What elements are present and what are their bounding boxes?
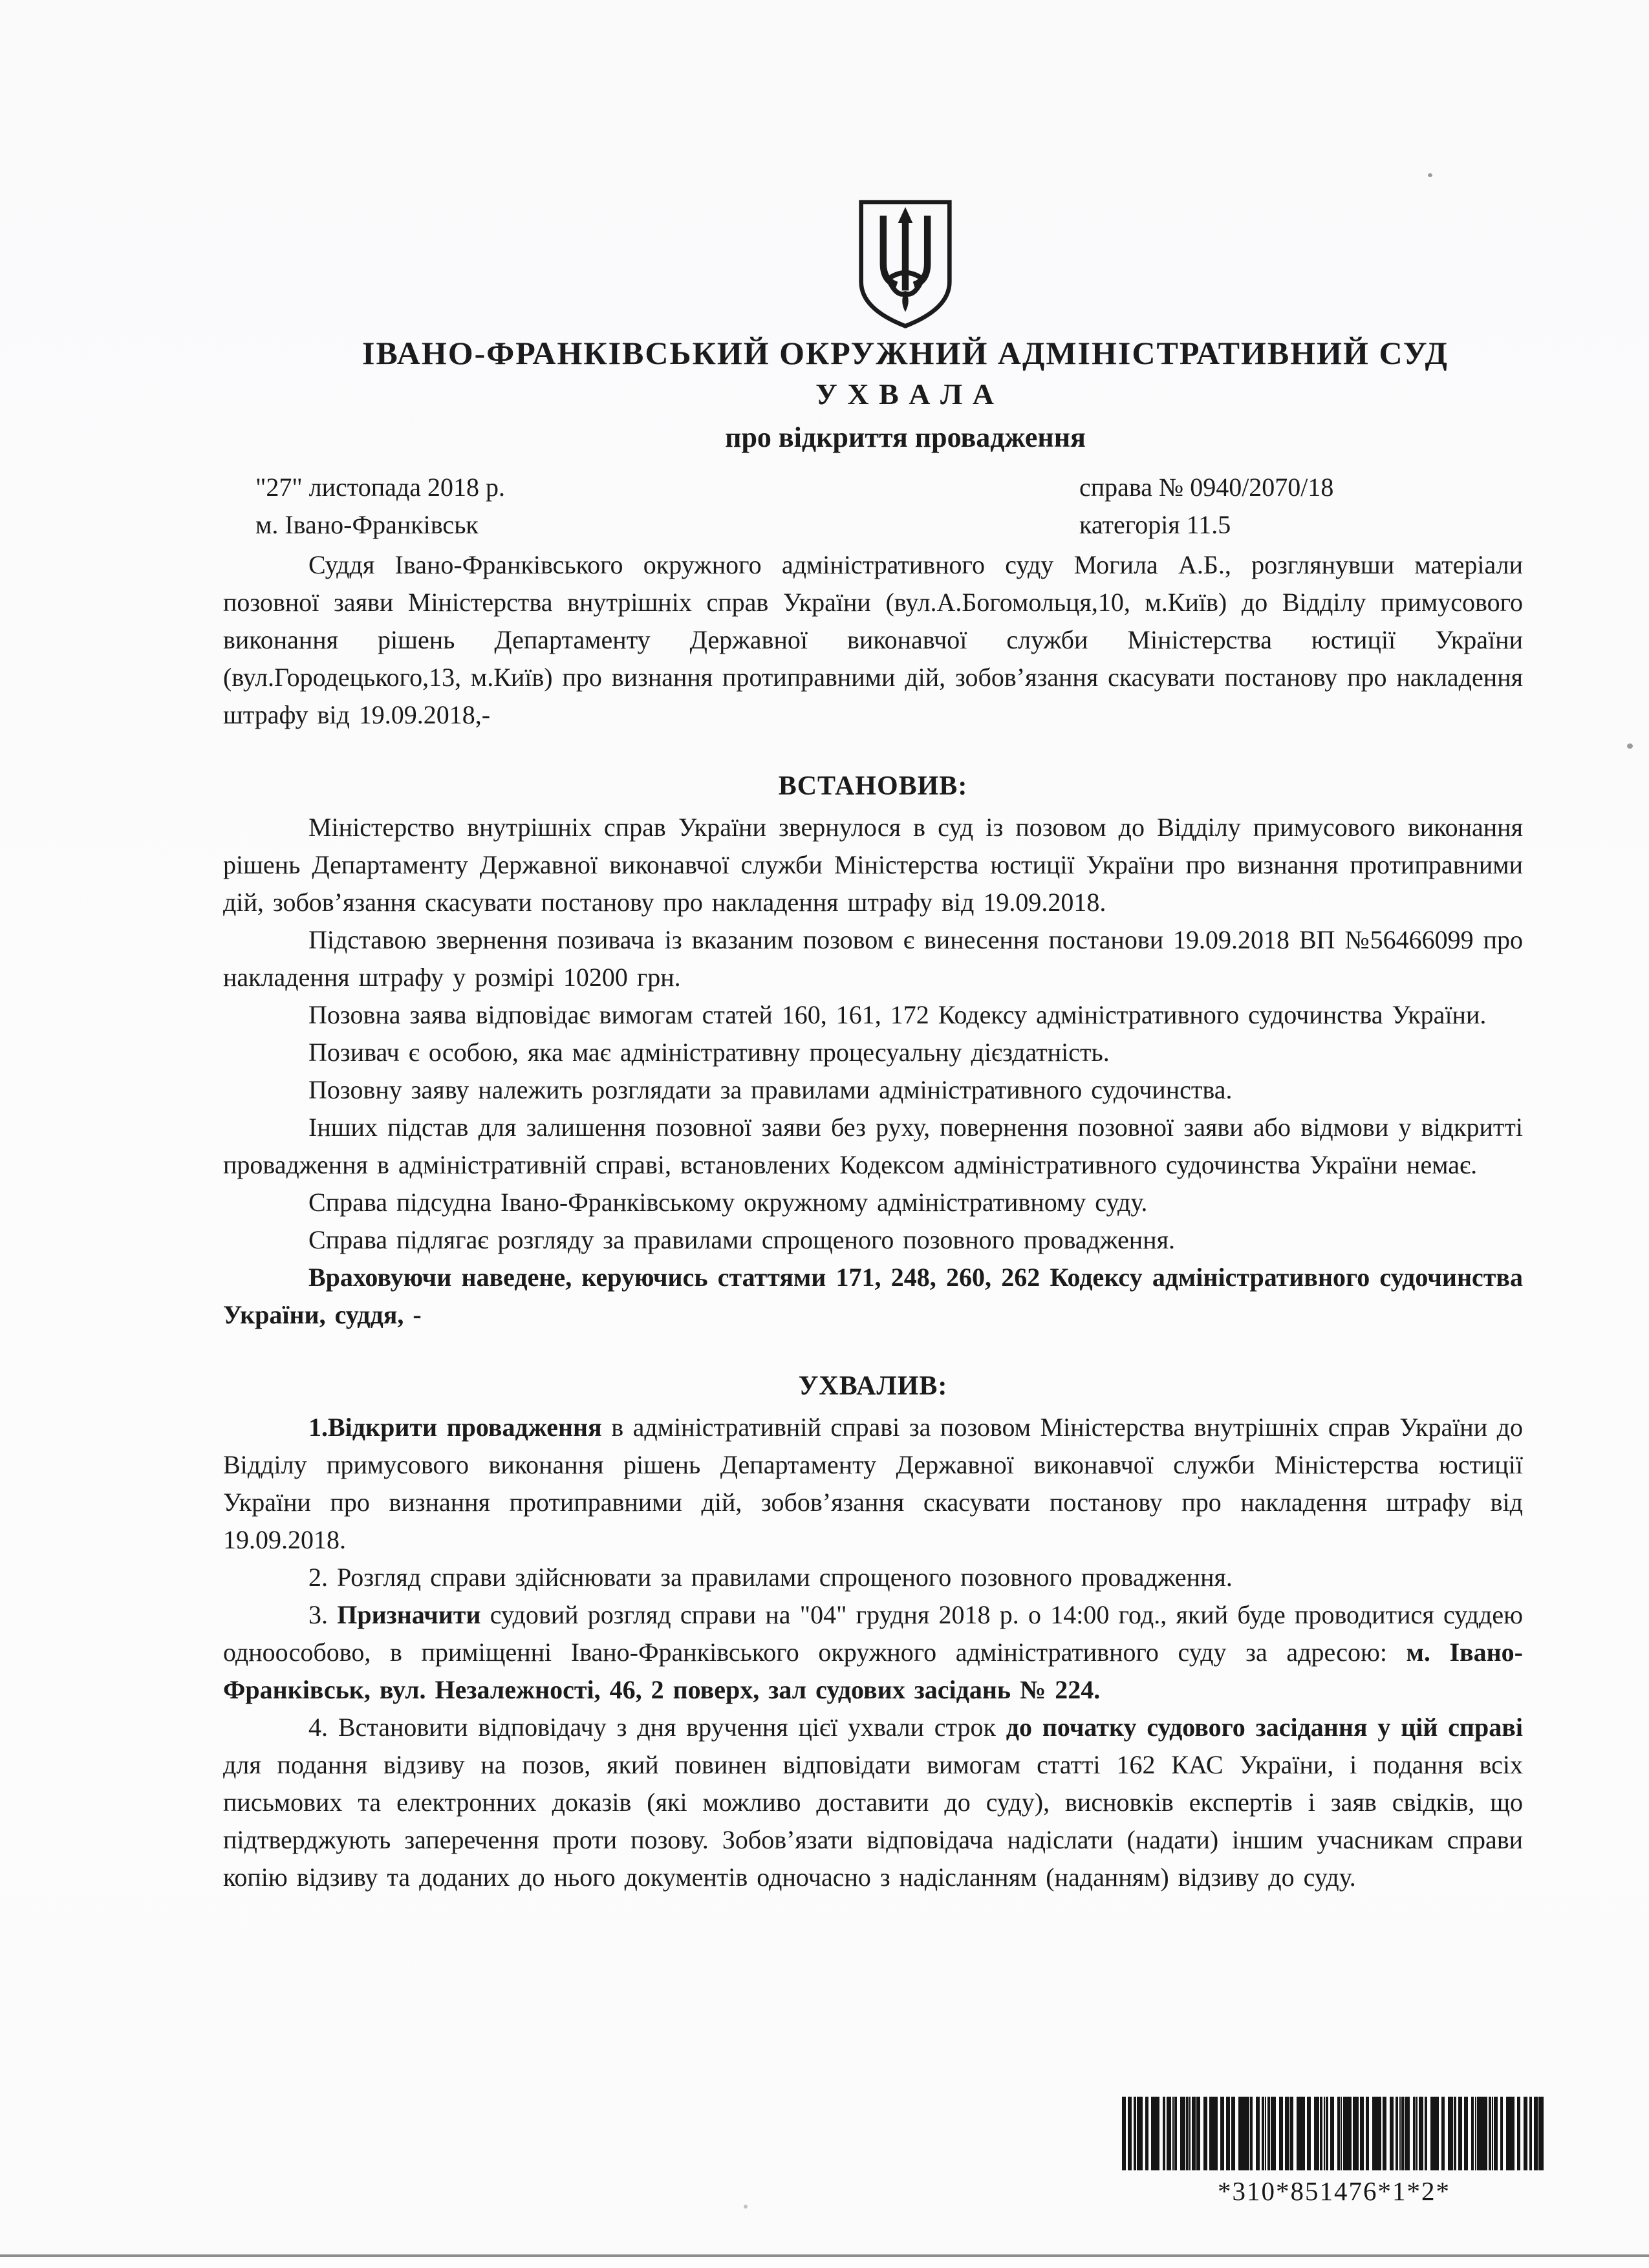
document-type-title: У Х В А Л А <box>815 378 995 411</box>
ruled-item-1-bold: 1.Відкрити провадження <box>308 1413 602 1442</box>
scan-speck <box>1428 173 1432 177</box>
established-closing: Враховуючи наведене, керуючись статтями 171, 248, 260, 262 Кодексу адміністративного судочинства України, суддя, - <box>223 1263 1523 1329</box>
established-paragraph-2: Підставою звернення позивача із вказаним позовом є винесення постанови 19.09.2018 ВП №56466099 про накладення штрафу у розмірі 10200 грн. <box>223 925 1523 992</box>
case-number: справа № 0940/2070/18 <box>1079 473 1334 502</box>
document-subject: про відкриття провадження <box>725 422 1086 453</box>
meta-row-2 <box>191 506 1491 544</box>
established-heading: ВСТАНОВИВ: <box>778 771 968 801</box>
case-meta <box>191 469 1491 544</box>
established-paragraph-8: Справа підлягає розгляду за правилами спрощеного позовного провадження. <box>308 1225 1175 1254</box>
scan-speck <box>744 2205 748 2209</box>
ruled-item-1-rest: в адміністративній справі за позовом Міністерства внутрішніх справ України до Відділу примусового виконання рішень Департаменту Державної виконавчої служби Міністерства юстиції України про визнання протиправними дій, зобов’язання скасувати постанову про накладення штрафу від 19.09.2018. <box>223 1413 1523 1554</box>
ruled-item-2: 2. Розгляд справи здійснювати за правилами спрощеного позовного провадження. <box>308 1563 1233 1592</box>
barcode-text: *310*851476*1*2* <box>1218 2176 1450 2206</box>
ruled-item-4-pre: 4. Встановити відповідачу з дня вручення цієї ухвали строк <box>308 1713 1006 1742</box>
ruled-item-4 <box>223 1709 1523 1896</box>
established-paragraph-1: Міністерство внутрішніх справ України звернулося в суд із позовом до Відділу примусового виконання рішень Департаменту Державної виконавчої служби Міністерства юстиції України про визнання протиправними дій, зобов’язання скасувати постанову про накладення штрафу від 19.09.2018. <box>223 813 1523 917</box>
ruled-item-1 <box>223 1409 1523 1559</box>
barcode <box>1122 2097 1546 2170</box>
established-paragraph-3: Позовна заява відповідає вимогам статей 160, 161, 172 Кодексу адміністративного судочинства України. <box>308 1000 1487 1029</box>
decision-date: "27" листопада 2018 р. <box>255 473 505 502</box>
trident-icon <box>856 198 954 330</box>
ruled-item-3-number: 3. <box>308 1600 338 1629</box>
ruled-item-3-bold-1: Призначити <box>337 1600 481 1629</box>
ruled-item-4-post: для подання відзиву на позов, який повинен відповідати вимогам статті 162 КАС України, і подання всіх письмових та електронних доказів (які можливо доставити до суду), висновків експертів і заяв свідків, що підтверджують заперечення проти позову. Зобов’язати відповідача надіслати (надати) іншим учасникам справи копію відзиву та доданих до нього документів одночасно з надісланням (наданням) відзиву до суду. <box>223 1750 1523 1892</box>
ukraine-coat-of-arms <box>856 198 954 330</box>
ruled-item-3 <box>223 1596 1523 1709</box>
ruled-item-3-address: м. Івано-Франківськ, вул. Незалежності, 46, 2 поверх, зал судових засідань № 224. <box>223 1638 1523 1704</box>
ruled-item-4-bold: до початку судового засідання у цій справі <box>1006 1713 1524 1742</box>
ruled-item-3-text: судовий розгляд справи на "04" грудня 2018 р. о 14:00 год., який буде проводитися суддею одноособово, в приміщенні Івано-Франківського окружного адміністративного суду за адресою: <box>223 1600 1523 1667</box>
scan-speck <box>1627 744 1633 749</box>
scan-edge-below <box>0 2257 1649 2268</box>
meta-row-1 <box>191 469 1491 506</box>
document-content <box>223 191 1523 1896</box>
case-category: категорія 11.5 <box>1079 510 1231 539</box>
established-paragraph-5: Позовну заяву належить розглядати за правилами адміністративного судочинства. <box>308 1075 1233 1104</box>
established-paragraph-7: Справа підсудна Івано-Франківському окружному адміністративному суду. <box>308 1188 1148 1217</box>
court-name: ІВАНО-ФРАНКІВСЬКИЙ ОКРУЖНИЙ АДМІНІСТРАТИВНИЙ СУД <box>362 335 1449 371</box>
established-paragraph-6: Інших підстав для залишення позовної заяви без руху, повернення позовної заяви або відмови у відкритті провадження в адміністративній справі, встановлених Кодексом адміністративного судочинства України немає. <box>223 1113 1523 1179</box>
ruled-heading: УХВАЛИВ: <box>798 1371 948 1401</box>
document-header <box>255 198 1555 457</box>
intro-paragraph: Суддя Івано-Франківського окружного адміністративного суду Могила А.Б., розглянувши матеріали позовної заяви Міністерства внутрішніх справ України (вул.А.Богомольця,10, м.Київ) до Відділу примусового виконання рішень Департаменту Державної виконавчої служби Міністерства юстиції України (вул.Городецького,13, м.Київ) про визнання протиправними дій, зобов’язання скасувати постанову про накладення штрафу від 19.09.2018,- <box>223 550 1523 729</box>
established-paragraph-4: Позивач є особою, яка має адміністративну процесуальну дієздатність. <box>308 1038 1110 1067</box>
city-label: м. Івано-Франківськ <box>255 510 479 539</box>
trident-spear-tip <box>898 207 913 223</box>
barcode-block <box>1122 2097 1546 2207</box>
